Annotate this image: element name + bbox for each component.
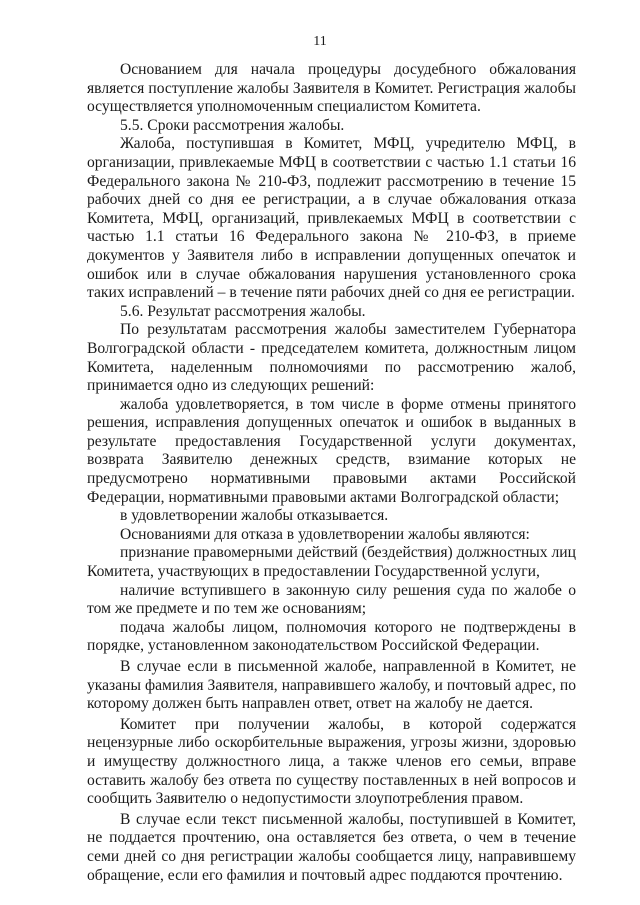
paragraph-ground-unconfirmed-authority: подача жалобы лицом, полномочия которого не подтверждены в порядке, установленном законодательством Российской Федерации. [87,618,576,655]
paragraph-complaint-satisfied: жалоба удовлетворяется, в том числе в форме отмены принятого решения, исправления допущенных опечаток и ошибок в выданных в результате предоставления Государственной услуги документах, возврата Заявителю денежных средств, взимание которых не предусмотрено нормативными правовыми актами Российской Федерации, нормативными правовыми актами Волгоградской области; [87,395,576,506]
paragraph-review-terms: Жалоба, поступившая в Комитет, МФЦ, учредителю МФЦ, в организации, привлекаемые МФЦ в соответствии с частью 1.1 статьи 16 Федерального закона № 210-ФЗ, подлежит рассмотрению в течение 15 рабочих дней со дня ее регистрации, а в случае обжалования отказа Комитета, МФЦ, организаций, привлекаемых МФЦ в соответствии с частью 1.1 статьи 16 Федерального закона № 210-ФЗ, в приеме документов у Заявителя либо в исправлении допущенных опечаток и ошибок или в случае обжалования нарушения установленного срока таких исправлений – в течение пяти рабочих дней со дня ее регистрации. [87,135,576,302]
paragraph-ground-court-decision: наличие вступившего в законную силу решения суда по жалобе о том же предмете и по тем же основаниям; [87,581,576,618]
section-heading-5-5: 5.5. Сроки рассмотрения жалобы. [120,116,345,134]
section-heading-5-6: 5.6. Результат рассмотрения жалобы. [120,302,366,320]
paragraph-complaint-rejected: в удовлетворении жалобы отказывается. [120,507,389,525]
paragraph-missing-address: В случае если в письменной жалобе, направленной в Комитет, не указаны фамилия Заявителя, направившего жалобу, и почтовый адрес, по которому должен быть направлен ответ, ответ на жалобу не дается. [87,658,576,713]
document-body [87,61,576,885]
paragraph-unreadable-text: В случае если текст письменной жалобы, поступившей в Комитет, не поддается прочтению, она оставляется без ответа, о чем в течение семи дней со дня регистрации жалобы сообщается лицу, направившему обращение, если его фамилия и почтовый адрес поддаются прочтению. [87,810,576,884]
paragraph-review-results: По результатам рассмотрения жалобы заместителем Губернатора Волгоградской области - председателем комитета, должностным лицом Комитета, наделенным полномочиями по рассмотрению жалоб, принимается одно из следующих решений: [87,321,576,395]
paragraph-rejection-grounds: Основаниями для отказа в удовлетворении жалобы являются: [120,525,530,543]
paragraph-grounds-for-appeal: Основанием для начала процедуры досудебного обжалования является поступление жалобы Заявителя в Комитет. Регистрация жалобы осуществляется уполномоченным специалистом Комитета. [87,61,576,116]
paragraph-ground-lawful-actions: признание правомерными действий (бездействия) должностных лиц Комитета, участвующих в предоставлении Государственной услуги, [87,544,576,581]
page-number: 11 [313,34,327,49]
paragraph-offensive-language: Комитет при получении жалобы, в которой содержатся нецензурные либо оскорбительные выражения, угрозы жизни, здоровью и имуществу должностного лица, а также членов его семьи, вправе оставить жалобу без ответа по существу поставленных в ней вопросов и сообщить Заявителю о недопустимости злоупотребления правом. [87,715,576,808]
